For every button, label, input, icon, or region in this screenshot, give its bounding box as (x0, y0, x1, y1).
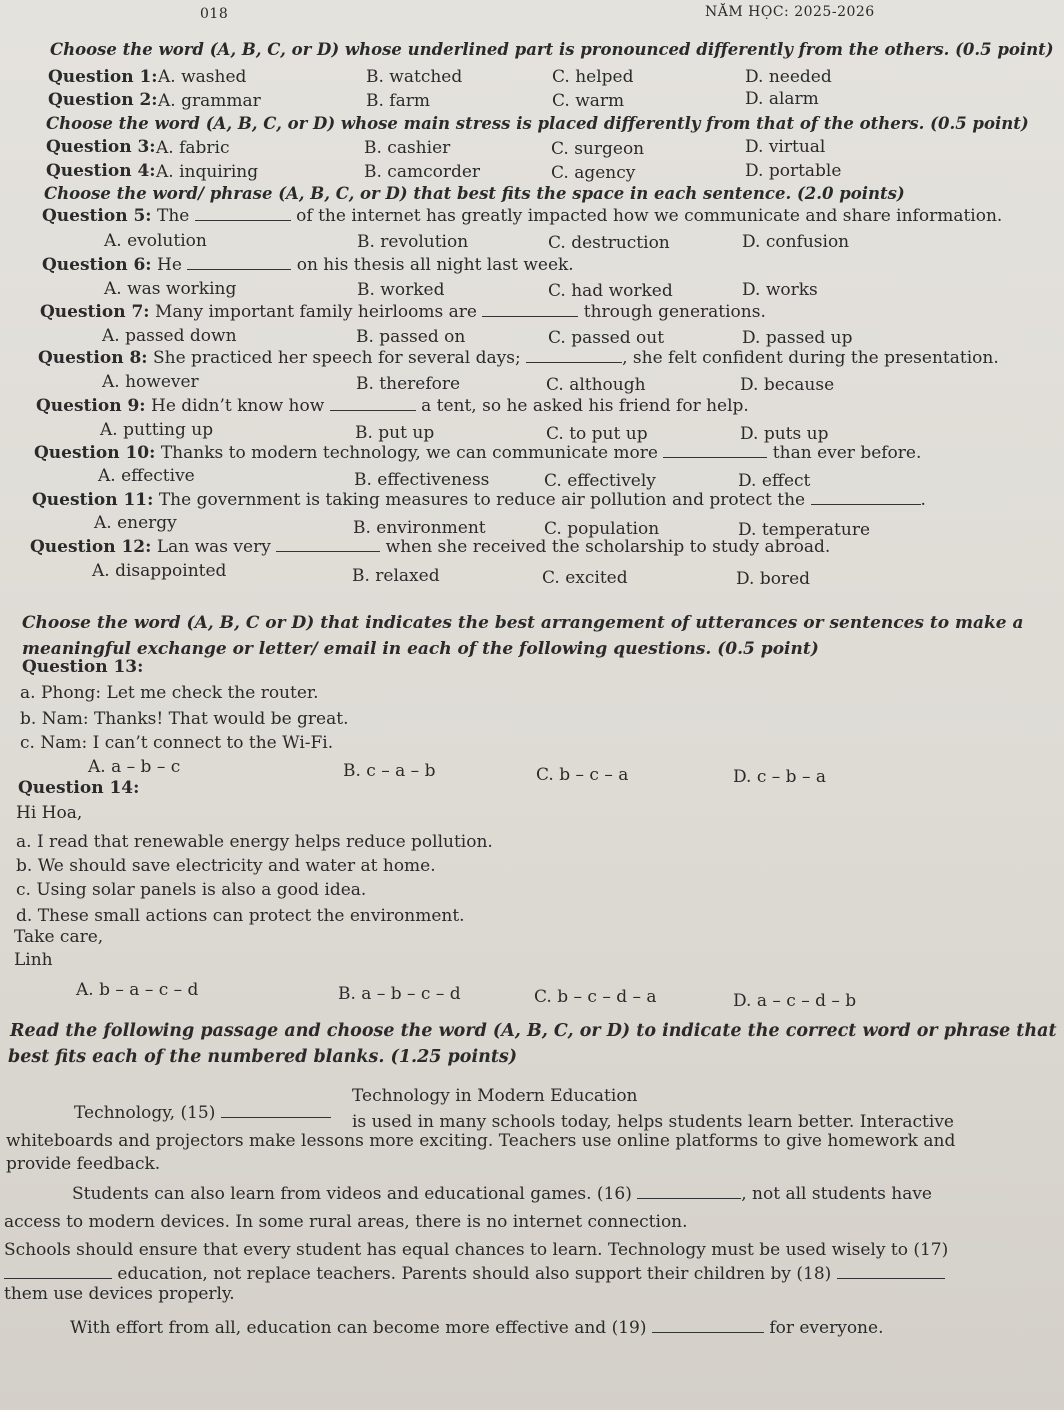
q7-option-c[interactable]: C. passed out (548, 328, 665, 348)
question-label: Question 2: (48, 90, 158, 110)
q14-greeting: Hi Hoa, (16, 803, 83, 823)
question-11 (32, 490, 926, 510)
answer-blank[interactable] (663, 443, 767, 458)
question-stem-start: Thanks to modern technology, we can communicate more (160, 443, 658, 463)
question-label: Question 8: (38, 348, 148, 368)
q6-option-c[interactable]: C. had worked (548, 281, 673, 301)
q14-option-c[interactable]: C. b – c – d – a (534, 987, 657, 1007)
q1-option-d[interactable]: D. needed (745, 67, 832, 87)
q1-option-b[interactable]: B. watched (366, 67, 463, 87)
q13-option-a[interactable]: A. a – b – c (88, 757, 181, 777)
q14-line-a: a. I read that renewable energy helps reduce pollution. (16, 832, 493, 852)
q2-option-b[interactable]: B. farm (366, 91, 430, 111)
blank-19[interactable] (652, 1318, 764, 1333)
q2-option-d[interactable]: D. alarm (745, 89, 819, 109)
answer-blank[interactable] (195, 206, 291, 221)
answer-blank[interactable] (276, 537, 380, 552)
q14-option-b[interactable]: B. a – b – c – d (338, 984, 461, 1004)
q13-option-d[interactable]: D. c – b – a (733, 767, 826, 787)
passage-p1-line1-end: is used in many schools today, helps students learn better. Interactive (352, 1112, 954, 1132)
passage-title: Technology in Modern Education (352, 1086, 638, 1106)
q14-signature: Linh (14, 950, 53, 970)
q9-option-a[interactable]: A. putting up (100, 420, 214, 440)
question-label: Question 3: (46, 137, 156, 157)
school-year: NĂM HỌC: 2025-2026 (705, 4, 875, 20)
q14-line-c: c. Using solar panels is also a good idea. (16, 880, 367, 900)
question-7 (40, 302, 766, 322)
question-label: Question 5: (42, 206, 152, 226)
question-stem-start: The government is taking measures to reduce air pollution and protect the (158, 490, 806, 510)
question-stem-start: He didn’t know how (151, 396, 325, 416)
passage-p2-line4: education, not replace teachers. Parents should also support their children by (18) (4, 1264, 945, 1284)
question-label: Question 7: (40, 302, 150, 322)
q11-option-b[interactable]: B. environment (353, 518, 486, 538)
question-10 (34, 443, 921, 463)
answer-blank[interactable] (330, 396, 416, 411)
question-stem-end: through generations. (583, 302, 766, 322)
question-5 (42, 206, 1002, 226)
question-1 (48, 67, 158, 87)
section5-instruction-line2: best fits each of the numbered blanks. (1.25 points) (8, 1047, 518, 1067)
q10-option-c[interactable]: C. effectively (544, 471, 656, 491)
q14-closing: Take care, (14, 927, 104, 947)
answer-blank[interactable] (526, 348, 622, 363)
answer-blank[interactable] (811, 490, 921, 505)
q3-option-a[interactable]: A. fabric (156, 138, 230, 158)
question-stem-start: He (157, 255, 182, 275)
question-12 (30, 537, 830, 557)
section2-instruction: Choose the word (A, B, C, or D) whose main stress is placed differently from that of the others. (0.5 point) (46, 114, 1029, 133)
q8-option-b[interactable]: B. therefore (356, 374, 461, 394)
q11-option-a[interactable]: A. energy (94, 513, 177, 533)
question-stem-end: . (920, 490, 926, 510)
section5-instruction-line1: Read the following passage and choose the word (A, B, C, or D) to indicate the correct word or phrase that (10, 1021, 1057, 1041)
q10-option-b[interactable]: B. effectiveness (354, 470, 490, 490)
blank-16[interactable] (637, 1184, 741, 1199)
question-label: Question 9: (36, 396, 146, 416)
section4-instruction-line2: meaningful exchange or letter/ email in each of the following questions. (0.5 point) (22, 639, 819, 659)
passage-p2-line2: access to modern devices. In some rural areas, there is no internet connection. (4, 1212, 688, 1232)
question-stem-end: , she felt confident during the presentation. (622, 348, 999, 368)
question-label: Question 11: (32, 490, 154, 510)
q5-option-a[interactable]: A. evolution (104, 231, 207, 251)
question-14-label: Question 14: (18, 778, 140, 798)
q9-option-b[interactable]: B. put up (355, 423, 435, 443)
question-label: Question 12: (30, 537, 152, 557)
question-stem-start: She practiced her speech for several days; (153, 348, 521, 368)
blank-17[interactable] (4, 1264, 112, 1279)
q3-option-c[interactable]: C. surgeon (551, 139, 645, 159)
q1-option-a[interactable]: A. washed (158, 67, 247, 87)
section4-instruction-line1: Choose the word (A, B, C or D) that indicates the best arrangement of utterances or sentences to make a (22, 613, 1024, 633)
q13-option-c[interactable]: C. b – c – a (536, 765, 629, 785)
question-stem-end: than ever before. (772, 443, 922, 463)
question-8 (38, 348, 999, 368)
question-3 (46, 137, 156, 157)
q4-option-a[interactable]: A. inquiring (156, 162, 259, 182)
q8-option-d[interactable]: D. because (740, 375, 835, 395)
q6-option-b[interactable]: B. worked (357, 280, 445, 300)
q12-option-b[interactable]: B. relaxed (352, 566, 440, 586)
q13-line-c: c. Nam: I can’t connect to the Wi-Fi. (20, 733, 334, 753)
question-stem-end: on his thesis all night last week. (296, 255, 574, 275)
question-stem-start: Lan was very (156, 537, 271, 557)
q12-option-a[interactable]: A. disappointed (92, 561, 227, 581)
passage-p1-line2: whiteboards and projectors make lessons more exciting. Teachers use online platforms to give homework and (6, 1131, 956, 1151)
q14-option-d[interactable]: D. a – c – d – b (733, 991, 857, 1011)
passage-p2-line3: Schools should ensure that every student has equal chances to learn. Technology must be used wisely to (17) (4, 1240, 949, 1260)
question-stem-start: The (157, 206, 190, 226)
q4-option-c[interactable]: C. agency (551, 163, 636, 183)
question-6 (42, 255, 574, 275)
q5-option-b[interactable]: B. revolution (357, 232, 469, 252)
q11-option-d[interactable]: D. temperature (738, 520, 871, 540)
q3-option-d[interactable]: D. virtual (745, 137, 826, 157)
q11-option-c[interactable]: C. population (544, 519, 660, 539)
question-9 (36, 396, 749, 416)
q6-option-a[interactable]: A. was working (104, 279, 237, 299)
passage-p2-line1: Students can also learn from videos and educational games. (16) , not all students have (72, 1184, 932, 1204)
question-label: Question 4: (46, 161, 156, 181)
q1-option-c[interactable]: C. helped (552, 67, 634, 87)
q14-line-b: b. We should save electricity and water at home. (16, 856, 436, 876)
q4-option-d[interactable]: D. portable (745, 161, 842, 181)
answer-blank[interactable] (187, 255, 291, 270)
question-stem-start: Many important family heirlooms are (155, 302, 477, 322)
q2-option-a[interactable]: A. grammar (158, 91, 261, 111)
q14-line-d: d. These small actions can protect the environment. (16, 906, 465, 926)
question-4 (46, 161, 156, 181)
q6-option-d[interactable]: D. works (742, 280, 818, 300)
passage-p1-line3: provide feedback. (6, 1154, 161, 1174)
passage-p2-line5: them use devices properly. (4, 1284, 235, 1304)
q10-option-a[interactable]: A. effective (98, 466, 195, 486)
blank-18[interactable] (837, 1264, 945, 1279)
q7-option-b[interactable]: B. passed on (356, 327, 466, 347)
question-stem-end: of the internet has greatly impacted how we communicate and share information. (296, 206, 1003, 226)
q9-option-d[interactable]: D. puts up (740, 424, 829, 444)
q14-option-a[interactable]: A. b – a – c – d (76, 980, 199, 1000)
q5-option-c[interactable]: C. destruction (548, 233, 670, 253)
section3-instruction: Choose the word/ phrase (A, B, C, or D) that best fits the space in each sentence. (2.0 points) (44, 184, 905, 203)
question-label: Question 6: (42, 255, 152, 275)
q8-option-a[interactable]: A. however (102, 372, 199, 392)
answer-blank[interactable] (482, 302, 578, 317)
section1-instruction: Choose the word (A, B, C, or D) whose underlined part is pronounced differently from the others. (0.5 point) (50, 40, 1054, 59)
q3-option-b[interactable]: B. cashier (364, 138, 451, 158)
question-stem-end: when she received the scholarship to study abroad. (385, 537, 831, 557)
question-13-label: Question 13: (22, 657, 144, 677)
passage-p1-line1: Technology, (15) (74, 1103, 331, 1123)
q7-option-a[interactable]: A. passed down (102, 326, 237, 346)
passage-p3-line1: With effort from all, education can become more effective and (19) for everyone. (70, 1318, 884, 1338)
q13-line-a: a. Phong: Let me check the router. (20, 683, 319, 703)
q13-line-b: b. Nam: Thanks! That would be great. (20, 709, 349, 729)
question-2 (48, 90, 158, 110)
q2-option-c[interactable]: C. warm (552, 91, 625, 111)
q4-option-b[interactable]: B. camcorder (364, 162, 481, 182)
blank-15[interactable] (221, 1103, 331, 1118)
q12-option-d[interactable]: D. bored (736, 569, 811, 589)
question-stem-end: a tent, so he asked his friend for help. (421, 396, 749, 416)
q9-option-c[interactable]: C. to put up (546, 424, 648, 444)
q8-option-c[interactable]: C. although (546, 375, 646, 395)
exam-code: 018 (200, 6, 229, 22)
q12-option-c[interactable]: C. excited (542, 568, 628, 588)
question-label: Question 1: (48, 67, 158, 87)
q10-option-d[interactable]: D. effect (738, 471, 811, 491)
q5-option-d[interactable]: D. confusion (742, 232, 850, 252)
question-label: Question 10: (34, 443, 156, 463)
q7-option-d[interactable]: D. passed up (742, 328, 853, 348)
q13-option-b[interactable]: B. c – a – b (343, 761, 436, 781)
